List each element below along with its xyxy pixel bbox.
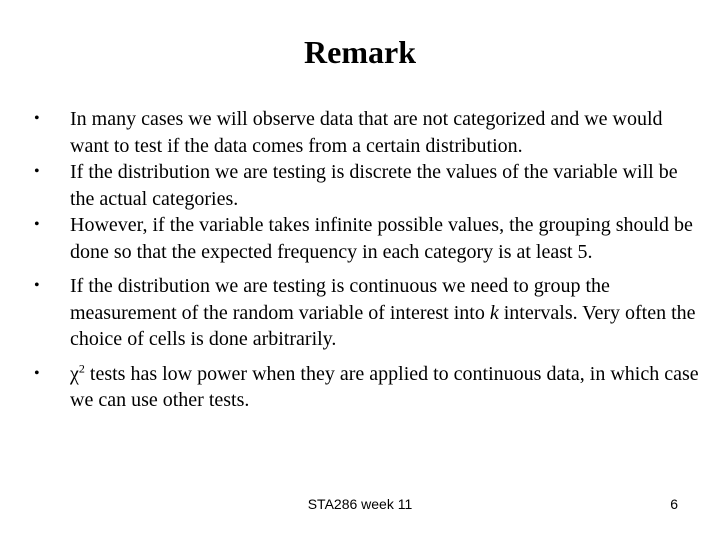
slide-title: Remark: [304, 34, 416, 70]
bullet-item: [20, 273, 700, 353]
bullet-list: [20, 106, 700, 414]
chi-superscript: 2: [78, 360, 85, 375]
bullet-text-before-k: If the distribution we are testing is continuous we need to group the measurement of the random variable of interest into: [70, 275, 610, 324]
bullet-marker: •: [34, 364, 40, 382]
bullet-item: [20, 159, 700, 212]
bullet-item: [20, 106, 700, 159]
k-variable: k: [489, 301, 499, 324]
bullet-marker: •: [34, 163, 40, 180]
bullet-marker: •: [34, 110, 40, 127]
footer-text: STA286 week 11: [307, 496, 413, 512]
bullet-item: [20, 361, 700, 414]
bullet-text: In many cases we will observe data that are not categorized and we would want to test if the data comes from a certain distribution.: [70, 108, 663, 157]
bullet-item: [20, 212, 700, 265]
page-number: 6: [670, 496, 678, 512]
bullet-marker: •: [34, 277, 40, 294]
bullet-marker: •: [34, 216, 40, 233]
bullet-text: tests has low power when they are applied to continuous data, in which case we can use other tests.: [70, 362, 699, 411]
bullet-text: If the distribution we are testing is discrete the values of the variable will be the actual categories.: [70, 161, 678, 210]
bullet-text-after-k: intervals. Very often the choice of cells is done arbitrarily.: [70, 301, 696, 350]
chi-symbol: χ: [70, 362, 79, 385]
bullet-text: However, if the variable takes infinite possible values, the grouping should be done so that the expected frequency in each category is at least 5.: [70, 214, 693, 263]
